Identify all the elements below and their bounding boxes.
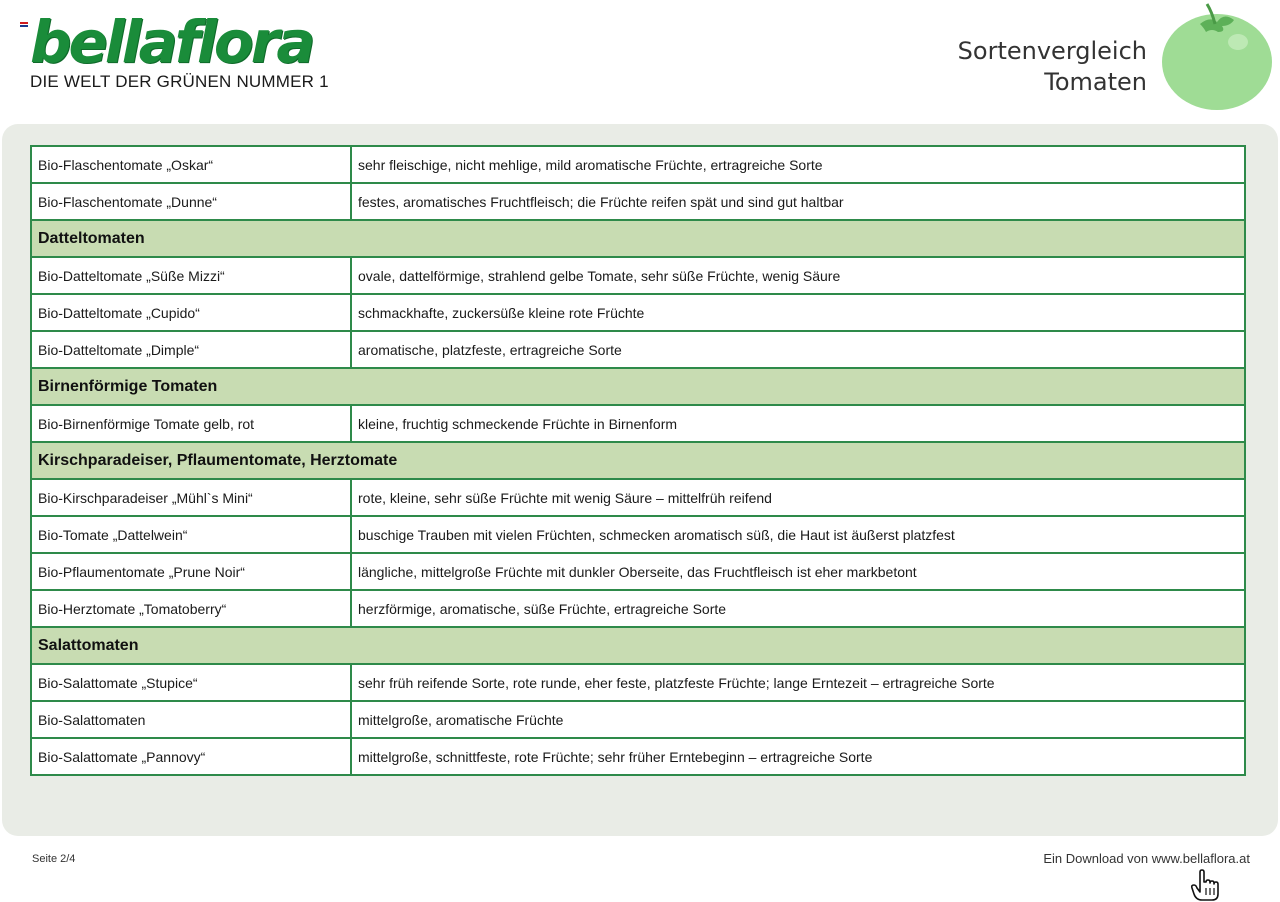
table-row [31,553,1245,590]
variety-description: mittelgroße, schnittfeste, rote Früchte; sehr früher Erntebeginn – ertragreiche Sorte [351,738,1245,775]
section-row [31,442,1245,479]
section-row [31,220,1245,257]
variety-name: Bio-Datteltomate „Cupido“ [31,294,351,331]
variety-name: Bio-Birnenförmige Tomate gelb, rot [31,405,351,442]
table-row [31,479,1245,516]
variety-name: Bio-Flaschentomate „Dunne“ [31,183,351,220]
table-row [31,146,1245,183]
variety-description: kleine, fruchtig schmeckende Früchte in Birnenform [351,405,1245,442]
variety-name: Bio-Tomate „Dattelwein“ [31,516,351,553]
variety-name: Bio-Datteltomate „Süße Mizzi“ [31,257,351,294]
logo-tagline: DIE WELT DER GRÜNEN NUMMER 1 [30,72,329,91]
page-title-line-2: Tomaten [1044,68,1147,96]
page-title-line-1: Sortenvergleich [957,37,1147,65]
section-heading: Kirschparadeiser, Pflaumentomate, Herztomate [31,442,1245,479]
variety-description: sehr fleischige, nicht mehlige, mild aromatische Früchte, ertragreiche Sorte [351,146,1245,183]
variety-description: herzförmige, aromatische, süße Früchte, ertragreiche Sorte [351,590,1245,627]
table-row [31,701,1245,738]
variety-description: schmackhafte, zuckersüße kleine rote Früchte [351,294,1245,331]
table-row [31,590,1245,627]
variety-description: längliche, mittelgroße Früchte mit dunkler Oberseite, das Fruchtfleisch ist eher markbetont [351,553,1245,590]
variety-description: rote, kleine, sehr süße Früchte mit wenig Säure – mittelfrüh reifend [351,479,1245,516]
tomato-icon [1160,2,1274,112]
logo-wordmark: bellaflora [30,8,313,76]
section-heading: Salattomaten [31,627,1245,664]
variety-description: sehr früh reifende Sorte, rote runde, eher feste, platzfeste Früchte; lange Erntezeit – ertragreiche Sorte [351,664,1245,701]
section-row [31,368,1245,405]
table-row [31,738,1245,775]
variety-comparison-table [30,145,1246,776]
download-link[interactable]: Ein Download von www.bellaflora.at [1043,851,1250,866]
variety-name: Bio-Salattomate „Stupice“ [31,664,351,701]
variety-name: Bio-Flaschentomate „Oskar“ [31,146,351,183]
variety-name: Bio-Salattomaten [31,701,351,738]
table-row [31,331,1245,368]
bellaflora-logo[interactable] [30,8,329,92]
table-row [31,516,1245,553]
section-heading: Datteltomaten [31,220,1245,257]
variety-name: Bio-Salattomate „Pannovy“ [31,738,351,775]
variety-description: festes, aromatisches Fruchtfleisch; die Früchte reifen spät und sind gut haltbar [351,183,1245,220]
table-row [31,257,1245,294]
table-row [31,664,1245,701]
variety-description: mittelgroße, aromatische Früchte [351,701,1245,738]
table-row [31,183,1245,220]
variety-name: Bio-Datteltomate „Dimple“ [31,331,351,368]
variety-name: Bio-Kirschparadeiser „Mühl`s Mini“ [31,479,351,516]
variety-name: Bio-Pflaumentomate „Prune Noir“ [31,553,351,590]
page-number: Seite 2/4 [32,853,76,865]
austria-flag-icon[interactable] [20,22,28,27]
section-heading: Birnenförmige Tomaten [31,368,1245,405]
page-title [958,36,1147,98]
variety-name: Bio-Herztomate „Tomatoberry“ [31,590,351,627]
table-row [31,294,1245,331]
variety-description: ovale, dattelförmige, strahlend gelbe Tomate, sehr süße Früchte, wenig Säure [351,257,1245,294]
variety-description: buschige Trauben mit vielen Früchten, schmecken aromatisch süß, die Haut ist äußerst platzfest [351,516,1245,553]
table-row [31,405,1245,442]
variety-description: aromatische, platzfeste, ertragreiche Sorte [351,331,1245,368]
section-row [31,627,1245,664]
hand-pointer-icon [1188,868,1222,902]
